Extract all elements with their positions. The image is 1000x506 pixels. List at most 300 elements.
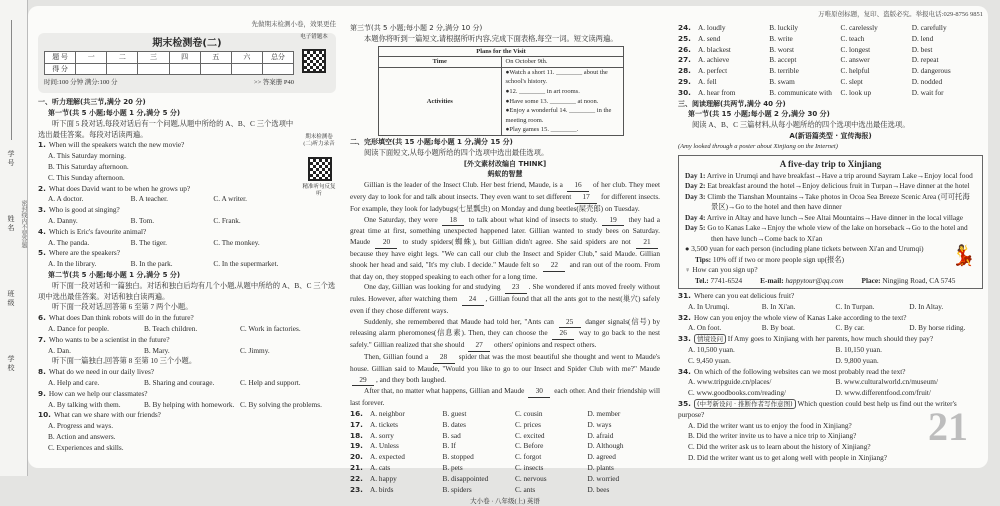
option[interactable]: C. Did the writer ask us to learn about the history of Xinjiang?: [688, 442, 871, 452]
day-plan: Climb the Tianshan Mountains→Take photos in Ocoa Sea Breeze Scenic Area (可可托海景区)→Go to the hotel and then have dinner: [707, 191, 970, 212]
part-title: 第三节(共 5 小题;每小题 2 分,满分 10 分): [350, 24, 483, 32]
option[interactable]: A. hear from: [698, 87, 736, 97]
question-number: 6.: [38, 313, 46, 323]
option[interactable]: B. accept: [769, 55, 797, 65]
day-label: Day 1:: [685, 170, 706, 180]
audio-qr-code-icon[interactable]: [308, 157, 332, 181]
score-cell[interactable]: [76, 63, 107, 75]
options: [38, 324, 336, 335]
score-header: 一: [76, 51, 107, 63]
question-number: 8.: [38, 367, 46, 377]
email: happytour@qq.com: [785, 275, 844, 285]
instructions: 听下面一段对话和一篇独白。对话和独白后均有几个小题,从题中所给的 A、B、C 三个选项中选出最佳答案。对话和独白读两遍。: [38, 280, 336, 301]
option[interactable]: C. excited: [515, 430, 545, 440]
question-number: 29.: [678, 76, 691, 86]
question-number: 19.: [350, 441, 363, 451]
option[interactable]: C. By solving the problems.: [240, 399, 322, 409]
option[interactable]: A. tickets: [370, 419, 398, 429]
score-header: 题 号: [45, 51, 76, 63]
option[interactable]: A. birds: [370, 484, 394, 494]
score-cell[interactable]: [262, 63, 293, 75]
cloze-blank[interactable]: 20: [375, 237, 397, 249]
question-number: 24.: [678, 23, 691, 32]
option[interactable]: C. carelessly: [840, 23, 878, 32]
question-text: What does Dan think robots will do in the future?: [48, 313, 194, 323]
option[interactable]: D. www.differentfood.com/fruit/: [835, 388, 931, 398]
day-label: Day 2:: [685, 181, 706, 191]
option[interactable]: C. prices: [515, 419, 541, 429]
page-footer: 大小卷 · 八年级(上) 英语: [470, 498, 540, 506]
plan-table-title: Plans for the Visit: [379, 46, 624, 57]
score-header: 三: [138, 51, 169, 63]
option[interactable]: A. 10,500 yuan.: [688, 345, 735, 355]
day-plan: Eat breakfast around the hotel→Enjoy delicious fruit in Turpan→Have dinner at the hotel: [707, 181, 970, 191]
option[interactable]: C. Jimmy.: [240, 345, 270, 355]
options: [678, 323, 983, 334]
activity-item: ●Have some 13. ________ at noon.: [505, 97, 599, 105]
question-number: 10.: [38, 410, 51, 420]
qr-code-icon[interactable]: [302, 49, 326, 73]
cloze-option-row: [678, 77, 983, 88]
cloze-blank[interactable]: 16: [567, 180, 589, 192]
option[interactable]: D. afraid: [587, 430, 614, 440]
score-table: [44, 51, 294, 76]
options: [678, 421, 918, 464]
question-number: 33.: [678, 334, 691, 344]
copyright-note: 万唯原创标题，复印、盗版必究。举报电话:029-8756 9851: [818, 11, 983, 18]
question-text: What do we need in our daily lives?: [48, 367, 155, 377]
question-number: 32.: [678, 312, 691, 322]
option[interactable]: A. happy: [370, 473, 397, 483]
option[interactable]: A. Did the writer want us to enjoy the food in Xinjiang?: [688, 420, 852, 430]
option[interactable]: B. In the park.: [130, 259, 173, 269]
dancers-illustration-icon: 💃: [951, 245, 976, 268]
option[interactable]: A. fell: [698, 76, 717, 86]
part-title: 第一节(共 5 小题;每小题 1 分,满分 5 分): [48, 108, 181, 117]
passage-title: 蚂蚁的智慧: [487, 170, 523, 179]
option[interactable]: D. repeat: [911, 55, 939, 65]
options: [678, 377, 983, 399]
option[interactable]: C. Work in factories.: [240, 323, 301, 333]
question-tag: 情境设问: [694, 334, 726, 344]
question: [678, 291, 983, 302]
option[interactable]: A. blackest: [698, 44, 731, 54]
option[interactable]: B. communicate with: [769, 87, 832, 97]
cloze-option-row: [350, 441, 660, 452]
cloze-blank[interactable]: 22: [543, 260, 565, 272]
audio-qr-label: 期末检测卷(二)听力录音: [303, 134, 335, 147]
option[interactable]: B. This Saturday afternoon.: [48, 161, 129, 171]
poster-title: A five-day trip to Xinjiang: [779, 158, 882, 169]
time-info: 时间:100 分钟 满分:100 分: [44, 79, 118, 87]
option[interactable]: B. Mary.: [144, 345, 170, 355]
score-cell[interactable]: [107, 63, 138, 75]
option[interactable]: C. longest: [840, 44, 871, 54]
option[interactable]: C. By car.: [835, 323, 865, 333]
tel: 7741-6524: [710, 275, 743, 285]
cloze-blank[interactable]: 17: [575, 192, 597, 204]
cloze-blank[interactable]: 26: [552, 328, 574, 340]
option[interactable]: A. cats: [370, 463, 391, 473]
option[interactable]: C. The monkey.: [213, 237, 260, 247]
school-label: 学校: [7, 355, 15, 373]
question-number: 22.: [350, 473, 363, 483]
instructions: 本题你将听到一篇短文,请根据所听内容,完成下面表格,每空一词。短文读两遍。: [364, 33, 618, 43]
option[interactable]: D. wait for: [911, 87, 944, 97]
option[interactable]: D. In Altay.: [909, 301, 944, 311]
source-note: [外文素材改编自 THINK]: [463, 159, 547, 168]
section-title: 二、完形填空(共 15 小题;每小题 1 分,满分 15 分): [350, 137, 513, 146]
option[interactable]: C. In Turpan.: [835, 301, 875, 311]
option[interactable]: C. slept: [840, 76, 863, 86]
option[interactable]: C. answer: [840, 55, 870, 65]
score-row-label: 得 分: [45, 63, 76, 75]
option[interactable]: B. swam: [769, 76, 795, 86]
options: [678, 345, 983, 367]
option[interactable]: D. worried: [587, 473, 620, 483]
option[interactable]: B. Teach children.: [144, 323, 198, 333]
option[interactable]: C. Before: [515, 441, 544, 451]
option[interactable]: C. ants: [515, 484, 536, 494]
instructions: 听下面 5 段对话,每段对话后有一个问题,从题中所给的 A、B、C 三个选项中选出最佳答案。每段对话读两遍。: [38, 118, 294, 139]
option[interactable]: A. In Urumqi.: [688, 301, 730, 311]
cloze-blank[interactable]: 27: [468, 340, 490, 352]
cloze-blank[interactable]: 25: [559, 317, 581, 329]
option[interactable]: A. Unless: [370, 441, 399, 451]
cloze-option-row: [350, 431, 660, 442]
option[interactable]: B. guest: [442, 409, 467, 419]
poster-day: [685, 192, 976, 213]
score-cell[interactable]: [200, 63, 231, 75]
day-plan: Arrive in Altay and have lunch→See Altai Mountains→Have dinner in the local village: [706, 212, 964, 222]
cloze-paragraph: One Saturday, they were 18 to talk about what kind of insects to study. 19 they had a great time at first, something unexpected happened later. Gillian wanted to study bees on Saturday. Maude 20 to study spiders(蜘蛛), but Gillian didn't agree. She said spiders are not 21 because they have eight legs. "We can call our club the Insect and Spider Club," said Maude. Gillian shook her head and said, "It's my club. I decide." Maude felt so 22 and ran out of the room. From that day on, they stopped speaking to each other for a long time.: [350, 214, 661, 281]
option[interactable]: B. The tiger.: [130, 237, 168, 247]
tips: 10% off if two or more people sign up(报名): [712, 254, 845, 264]
option[interactable]: B. Tom.: [130, 215, 155, 225]
question-number: 9.: [38, 388, 46, 398]
option[interactable]: C. In the supermarket.: [213, 259, 279, 269]
cloze-paragraph: Gillian is the leader of the Insect Club. Her best friend, Maude, is a 16 of her club. They meet every day to look for and talk about insects. They even want to set different 17 for different insects. For example, they look for ladybugs(七星瓢虫) on Monday and dung beetles(屎壳郎) on Tuesday.: [350, 180, 660, 213]
option[interactable]: A. sorry: [370, 430, 394, 440]
question: [38, 389, 336, 400]
cloze-option-row: [350, 452, 660, 463]
cloze-blank[interactable]: 18: [442, 215, 464, 227]
option[interactable]: B. stopped: [442, 452, 474, 462]
cloze-blank[interactable]: 28: [433, 352, 455, 364]
question-number: 30.: [678, 87, 691, 97]
question: [38, 248, 296, 259]
seal-line-note: 密封线内不要答题: [20, 200, 26, 248]
money-icon: ●: [685, 244, 690, 254]
question-text: Which is Eric's favourite animal?: [48, 226, 147, 236]
option[interactable]: A. This Saturday morning.: [48, 151, 126, 161]
day-label: Day 5:: [685, 223, 706, 233]
place: Ningjing Road, CA 5745: [882, 275, 956, 285]
option[interactable]: A. On foot.: [688, 323, 722, 333]
day-plan: Go to Kanas Lake→Enjoy the whole view of the lake on horseback→Go to the hotel and then have lunch→Come back to Xi'an: [707, 223, 968, 243]
option[interactable]: D. ways: [587, 419, 612, 429]
question: [38, 184, 296, 195]
option[interactable]: B. By helping with homework.: [144, 399, 235, 409]
option[interactable]: A. Progress and ways.: [48, 421, 114, 431]
option[interactable]: B. worst: [769, 44, 794, 54]
instructions-note: 听下面一段对话,回答第 6 至第 7 两个小题。: [52, 302, 193, 312]
option[interactable]: B. www.culturalworld.cn/museum/: [835, 377, 938, 387]
question: [678, 367, 983, 378]
option[interactable]: C. teach: [840, 33, 865, 43]
options: [38, 151, 296, 183]
option[interactable]: A. achieve: [698, 55, 730, 65]
audio-qr-caption: 精准听句反复听: [302, 184, 336, 197]
option[interactable]: D. Although: [587, 441, 624, 451]
option[interactable]: C. forgot: [515, 452, 542, 462]
page-number: 21: [928, 404, 968, 449]
option[interactable]: B. disappointed: [442, 473, 489, 483]
option[interactable]: D. best: [911, 44, 933, 54]
part-title: 第一节(共 15 小题;每小题 2 分,满分 30 分): [688, 110, 830, 119]
cloze-blank[interactable]: 30: [528, 386, 550, 398]
option[interactable]: A. Danny.: [48, 215, 78, 225]
day-label: Day 3:: [685, 191, 706, 201]
question-number: 26.: [678, 44, 691, 54]
cloze-option-row: [678, 23, 983, 34]
option[interactable]: B. terrible: [769, 66, 799, 76]
cloze-option-row: [350, 420, 660, 431]
divider: [11, 20, 12, 140]
question-number: 18.: [350, 430, 363, 440]
option[interactable]: A. The panda.: [48, 237, 90, 247]
option[interactable]: A. By talking with them.: [48, 399, 121, 409]
day-plan: Arrive in Urumqi and have breakfast→Have a trip around Sayram Lake→Enjoy local food: [706, 170, 973, 180]
score-cell[interactable]: [231, 63, 262, 75]
option[interactable]: B. spiders: [442, 484, 472, 494]
activity-item: ●Play games 15. ________.: [505, 126, 579, 134]
activity-item: ●Watch a short 11. ________ about the school's history.: [505, 68, 608, 86]
question: [38, 410, 336, 421]
question-number: 5.: [38, 248, 46, 258]
option[interactable]: B. Sharing and courage.: [144, 377, 215, 387]
passage-intro: (Amy looked through a poster about Xinjiang on the Internet): [678, 142, 838, 150]
question-text: How can we help our classmates?: [48, 388, 148, 398]
question-number: 1.: [38, 140, 46, 150]
option[interactable]: D. dangerous: [911, 66, 951, 76]
tel-label: Tel.:: [695, 275, 709, 285]
option[interactable]: B. If: [442, 441, 456, 451]
option[interactable]: C. insects: [515, 463, 544, 473]
question-tag: (中考新设问 · 推断作者写作意图): [694, 399, 796, 409]
options: [38, 421, 336, 453]
options: [38, 259, 296, 270]
score-cell[interactable]: [138, 63, 169, 75]
question-text: What can we share with our friends?: [53, 410, 161, 420]
left-column: [38, 20, 336, 453]
price: 3,500 yuan for each person (including plane tickets between Xi'an and Urumqi): [691, 244, 924, 254]
score-header: 六: [231, 51, 262, 63]
question-text: If Amy goes to Xinjiang with her parents, how much should they pay?: [727, 334, 934, 344]
option[interactable]: B. Did the writer invite us to have a nice trip to Xinjiang?: [688, 431, 857, 441]
question: [38, 335, 336, 346]
option[interactable]: B. A teacher.: [130, 194, 168, 204]
section-title: 三、阅读理解(共两节,满分 40 分): [678, 99, 786, 108]
signup-question: How can you sign up?: [692, 265, 758, 275]
cloze-option-row: [678, 34, 983, 45]
question-number: 25.: [678, 33, 691, 43]
option[interactable]: A. loudly: [698, 23, 726, 32]
cloze-paragraph: One day, Gillian was looking for and studying 23 . She wondered if ants moved freely without rules. However, after watching them 24 , Gillian found that all the ants got to the nest(巢穴) safely even if they chose different ways.: [350, 282, 660, 315]
lightbulb-icon: ♀: [685, 265, 691, 275]
question-text: Which question could best help us find out the writer's purpose?: [678, 399, 957, 419]
option[interactable]: C. Experiences and skills.: [48, 442, 124, 452]
score-header: 二: [107, 51, 138, 63]
cloze-paragraph: Then, Gillian found a 28 spider that was the most beautiful she thought and went to Maude's house. Gillian said to Maude, "Would you like to go to our Insect and Spider Club with me?" Maude 29 , and they both laughed.: [350, 352, 660, 386]
qr-label: 电子错题本: [300, 33, 328, 40]
time-label: Time: [379, 57, 502, 68]
option[interactable]: B. By boat.: [761, 323, 795, 333]
trip-poster: [678, 155, 983, 290]
question-number: 27.: [678, 55, 691, 65]
question: [38, 140, 296, 151]
question-number: 20.: [350, 452, 363, 462]
poster-day: [685, 223, 976, 244]
cloze-blank[interactable]: 24: [462, 294, 484, 306]
name-label: 姓名: [7, 215, 15, 233]
activities-label: Activities: [379, 67, 502, 135]
options: [38, 400, 336, 411]
option[interactable]: A. A doctor.: [48, 194, 84, 204]
option[interactable]: C. helpful: [840, 66, 870, 76]
option[interactable]: D. plants: [587, 463, 614, 473]
question-number: 7.: [38, 334, 46, 344]
cloze-option-row: [678, 88, 983, 99]
question-text: Where can you eat delicious fruit?: [693, 291, 795, 301]
question-number: 31.: [678, 291, 691, 301]
question-number: 34.: [678, 366, 691, 376]
cloze-option-row: [678, 55, 983, 66]
option[interactable]: B. dates: [442, 419, 467, 429]
class-label: 班级: [7, 290, 15, 308]
cloze-blank[interactable]: 29: [352, 375, 374, 387]
question-number: 23.: [350, 484, 363, 494]
option[interactable]: B. write: [769, 33, 793, 43]
option[interactable]: D. nodded: [911, 76, 943, 86]
option[interactable]: C. Help and support.: [240, 377, 301, 387]
option[interactable]: A. In the library.: [48, 259, 97, 269]
place-label: Place:: [861, 275, 881, 285]
option[interactable]: D. lend: [911, 33, 934, 43]
option[interactable]: B. sad: [442, 430, 461, 440]
question-number: 28.: [678, 66, 691, 76]
option[interactable]: A. Help and care.: [48, 377, 100, 387]
cloze-blank[interactable]: 19: [602, 215, 624, 227]
score-cell[interactable]: [169, 63, 200, 75]
activity-item: ●12. ________ in art rooms.: [505, 87, 580, 95]
option[interactable]: A. perfect: [698, 66, 728, 76]
option[interactable]: B. pets: [442, 463, 463, 473]
cloze-option-row: [350, 474, 660, 485]
activity-item: ●Enjoy a wonderful 14. ________ in the meeting room.: [505, 107, 612, 124]
cloze-blank[interactable]: 23: [505, 282, 527, 294]
option[interactable]: C. www.goodbooks.com/reading/: [688, 388, 787, 398]
question: [38, 367, 336, 378]
option[interactable]: C. 9,450 yuan.: [688, 355, 731, 365]
option[interactable]: D. 9,800 yuan.: [835, 355, 879, 365]
cloze-paragraph: Suddenly, she remembered that Maude had told her, "Ants can 25 danger signals(信号) by releasing alarm pheromones(信息素). Then, they can choose the 26 way to go back to the nest safely." Gillian realized that she should 27 others' opinions and respect others.: [350, 317, 660, 352]
poster-day: [685, 213, 976, 224]
option[interactable]: D. Did the writer want us to get along well with people in Xinjiang?: [688, 453, 888, 463]
section-title: 一、听力理解(共三节,满分 20 分): [38, 98, 146, 107]
question-number: 4.: [38, 226, 46, 236]
option[interactable]: B. 10,150 yuan.: [835, 345, 882, 355]
tagline: 先做期末检测小卷，效果更佳: [251, 21, 336, 28]
instructions: 阅读下面短文,从每小题所给的四个选项中选出最佳选项。: [364, 147, 549, 157]
option[interactable]: B. In Xi'an.: [761, 301, 796, 311]
option[interactable]: D. bees: [587, 484, 610, 494]
options: [678, 302, 983, 313]
answer-ref: >> 答案册 P40: [253, 79, 294, 87]
poster-day: [685, 181, 976, 192]
question-number: 17.: [350, 419, 363, 429]
plan-table: [378, 46, 624, 136]
option[interactable]: B. luckily: [769, 23, 799, 32]
binding-margin: [0, 0, 28, 476]
option[interactable]: D. agreed: [587, 452, 616, 462]
options: [38, 238, 296, 249]
options: [38, 346, 336, 357]
instructions: 阅读 A、B、C 三篇材料,从每小题所给的四个选项中选出最佳选项。: [692, 120, 910, 130]
question-number: 2.: [38, 183, 46, 193]
option[interactable]: C. nervous: [515, 473, 547, 483]
cloze-paragraph: After that, no matter what happens, Gillian and Maude 30 each other. And their friendship will last forever.: [350, 386, 660, 408]
option[interactable]: C. cousin: [515, 409, 543, 419]
question: [38, 205, 296, 216]
question-number: 16.: [350, 409, 363, 419]
option[interactable]: D. carefully: [911, 23, 947, 32]
option[interactable]: A. expected: [370, 452, 405, 462]
page-title: 期末检测卷(二): [152, 37, 222, 49]
question-number: 21.: [350, 463, 363, 473]
question-text: What does David want to be when he grows up?: [48, 183, 191, 193]
option[interactable]: D. By horse riding.: [909, 323, 966, 333]
poster-day: [685, 171, 976, 182]
option[interactable]: A. Dan.: [48, 345, 71, 355]
question-text: Who is good at singing?: [48, 205, 120, 215]
cloze-blank[interactable]: 21: [636, 237, 658, 249]
question: [38, 313, 336, 324]
question: [38, 227, 296, 238]
option[interactable]: B. Action and answers.: [48, 431, 116, 441]
cloze-option-row: [350, 463, 660, 474]
option[interactable]: A. Dance for people.: [48, 323, 109, 333]
option[interactable]: C. A writer.: [213, 194, 247, 204]
time-value: On October 9th.: [501, 57, 624, 68]
exam-header: [38, 33, 336, 93]
option[interactable]: A. www.tripguide.cn/places/: [688, 377, 772, 387]
question-text: How can you enjoy the whole view of Kanas Lake according to the text?: [693, 312, 907, 322]
question-text: When will the speakers watch the new movie?: [48, 140, 185, 150]
option[interactable]: A. send: [698, 33, 721, 43]
options: [38, 378, 336, 389]
question-text: On which of the following websites can we most probably read the text?: [693, 366, 906, 376]
option[interactable]: C. Frank.: [213, 215, 241, 225]
option[interactable]: A. neighbor: [370, 409, 405, 419]
options: [38, 216, 296, 227]
middle-column: [350, 23, 660, 506]
question-number: 35.: [678, 399, 691, 409]
option[interactable]: C. This Sunday afternoon.: [48, 172, 125, 182]
option[interactable]: C. look up: [840, 87, 872, 97]
option[interactable]: D. member: [587, 409, 621, 419]
options: [38, 194, 296, 205]
